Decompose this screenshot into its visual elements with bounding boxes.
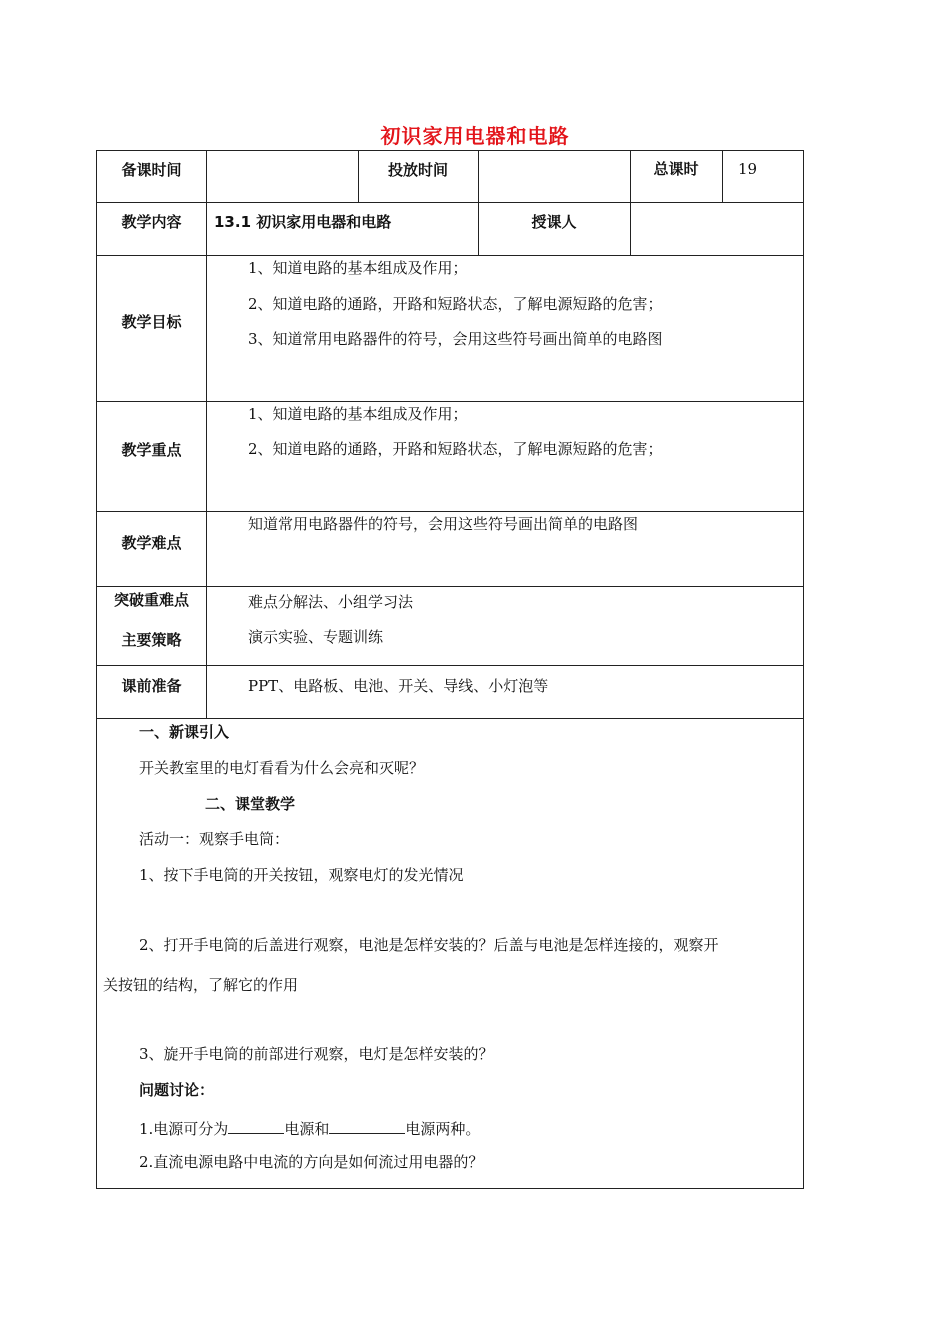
- goal-item: 2、知道电路的通路，开路和短路状态，了解电源短路的危害；: [248, 295, 663, 313]
- strategy-item: 演示实验、专题训练: [248, 628, 384, 646]
- step3: 3、旋开手电筒的前部进行观察，电灯是怎样安装的？: [139, 1045, 494, 1063]
- teacher-label: 授课人: [531, 213, 577, 231]
- preparation-text: PPT、电路板、电池、开关、导线、小灯泡等: [248, 677, 549, 695]
- question-1-part2: 电源和: [284, 1120, 330, 1138]
- question-2: 2.直流电源电路中电流的方向是如何流过用电器的？: [139, 1153, 484, 1171]
- page-title: 初识家用电器和电路: [380, 124, 570, 148]
- question-1: [139, 1119, 480, 1137]
- question-1-part1: 1.电源可分为: [139, 1120, 229, 1138]
- answer-blank[interactable]: [329, 1119, 405, 1134]
- total-hours-label: 总课时: [653, 160, 699, 178]
- section1-text: 开关教室里的电灯看看为什么会亮和灭呢？: [139, 759, 425, 777]
- key-point-item: 1、知道电路的基本组成及作用；: [248, 405, 468, 423]
- total-hours-value: 19: [738, 160, 758, 178]
- goals-label: 教学目标: [121, 313, 182, 331]
- strategy-label-line2: 主要策略: [121, 631, 182, 649]
- section1-heading: 一、新课引入: [139, 723, 230, 741]
- key-point-item: 2、知道电路的通路，开路和短路状态，了解电源短路的危害；: [248, 440, 663, 458]
- step1: 1、按下手电筒的开关按钮，观察电灯的发光情况: [139, 866, 464, 884]
- strategy-label-line1: 突破重难点: [113, 591, 189, 609]
- key-points-label: 教学重点: [121, 441, 182, 459]
- teaching-content-value: 13.1 初识家用电器和电路: [214, 213, 392, 231]
- step2-line2: 关按钮的结构，了解它的作用: [103, 976, 299, 994]
- answer-blank[interactable]: [228, 1119, 284, 1134]
- teaching-content-label: 教学内容: [121, 213, 182, 231]
- goal-item: 3、知道常用电路器件的符号，会用这些符号画出简单的电路图: [248, 330, 663, 348]
- prep-time-label: 备课时间: [121, 161, 182, 179]
- difficulties-label: 教学难点: [121, 534, 182, 552]
- activity1: 活动一：观察手电筒：: [139, 830, 290, 848]
- preparation-label: 课前准备: [121, 677, 182, 695]
- goal-item: 1、知道电路的基本组成及作用；: [248, 259, 468, 277]
- difficulties-text: 知道常用电路器件的符号，会用这些符号画出简单的电路图: [248, 515, 639, 533]
- section2-heading: 二、课堂教学: [205, 795, 296, 813]
- strategy-item: 难点分解法、小组学习法: [248, 593, 414, 611]
- discussion-heading: 问题讨论：: [139, 1081, 215, 1099]
- deliver-time-label: 投放时间: [387, 161, 448, 179]
- question-1-part3: 电源两种。: [405, 1120, 481, 1138]
- step2-line1: 2、打开手电筒的后盖进行观察，电池是怎样安装的？后盖与电池是怎样连接的，观察开: [139, 936, 719, 954]
